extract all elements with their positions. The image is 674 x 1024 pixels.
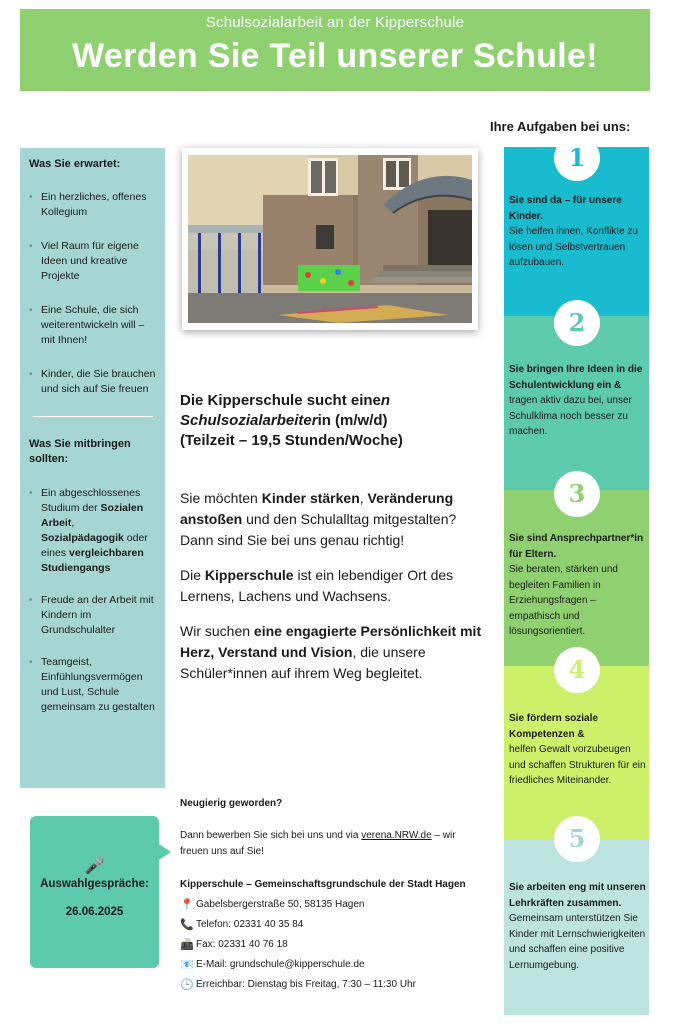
list-item: • Eine Schule, die sich weiterentwickeln will – mit Ihnen! [29,303,157,348]
phone-row [180,917,480,933]
text-span: Die [180,567,205,583]
left-info-panel [20,148,165,788]
clock-icon: 🕒 [180,979,194,991]
list-item: • Teamgeist, Einfühlungsvermögen und Lust, Schule gemeinsam zu gestalten [29,655,157,715]
task-text [509,711,647,789]
microphone-icon: 🎤 [84,858,105,875]
job-title [180,391,480,451]
intro-paragraph [180,488,485,551]
text-span: Dann bewerben Sie sich bei uns und via [180,830,362,841]
task-description: Sie beraten, stärken und begleiten Familien in Erziehungsfragen – empathisch und lösungsorientiert. [509,564,618,637]
hours-row [180,977,480,993]
job-title-italic: Schulsozialarbeiter [180,412,318,429]
bold-span: Sozialpädagogik [41,532,124,544]
intro-paragraph [180,621,485,684]
task-bold: Sie bringen Ihre Ideen in die Schulentwicklung ein & [509,364,643,391]
task-text [509,362,647,440]
job-title-text: Die Kipperschule sucht eine [180,392,381,409]
task-description: Gemeinsam unterstützen Sie Kinder mit Lernschwierigkeiten und schaffen eine positive Lernumgebung. [509,913,646,971]
task-number: 3 [554,471,600,517]
task-text [509,531,647,640]
fax-icon: 📠 [180,939,194,951]
intro-paragraph [180,565,485,607]
text-span: Wir suchen [180,623,254,639]
task-number: 1 [554,135,600,181]
email-row [180,957,480,973]
header-banner [20,9,650,91]
task-card [504,824,649,1015]
bold-span: Veränderung anstoßen [180,490,454,527]
bring-heading: Was Sie mitbringen sollten: [29,438,131,465]
list-item: • Viel Raum für eigene Ideen und kreative Projekte [29,239,157,284]
page-title: Werden Sie Teil unserer Schule! [72,37,598,75]
phone-text: Telefon: 02331 40 35 84 [196,919,304,930]
apply-link[interactable]: verena.NRW.de [361,830,432,841]
job-title-italic: n [380,392,391,409]
task-card [504,479,649,666]
phone-icon: 📞 [180,919,194,931]
hours-text: Erreichbar: Dienstag bis Freitag, 7:30 – 11:30 Uhr [196,979,416,990]
bring-list [29,486,157,715]
text-span: Sie möchten [180,490,262,506]
fax-row [180,937,480,953]
address-row [180,897,480,913]
intro-text [180,488,485,698]
task-text [509,880,647,973]
task-bold: Sie fördern soziale Kompetenzen & [509,713,598,740]
email-text: E-Mail: grundschule@kipperschule.de [196,959,365,970]
school-building-image [188,155,472,323]
task-description: helfen Gewalt vorzubeugen und schaffen Strukturen für ein friedliches Miteinander. [509,744,646,786]
task-description: tragen aktiv dazu bei, unser Schulklima noch besser zu machen. [509,395,632,437]
task-bold: Sie sind da – für unsere Kinder. [509,195,622,222]
section-divider [33,416,153,417]
bold-span: vergleichbaren Studiengangs [41,547,144,574]
interview-box [30,816,159,968]
text-span: , die unsere Schüler*innen auf ihrem Weg begleitet. [180,644,426,681]
school-photo [182,148,478,330]
interview-label: Auswahlgespräche: [40,878,149,890]
bold-span: Kinder stärken [261,490,360,506]
task-number: 4 [554,647,600,693]
header-subtitle: Schulsozialarbeit an der Kipperschule [205,14,465,31]
bold-span: eine engagierte Persönlichkeit mit Herz, Verstand und Vision [180,623,482,660]
email-icon: 📧 [180,959,194,971]
bold-span: Kipperschule [204,567,294,583]
map-pin-icon: 📍 [180,899,194,911]
interview-date: 26.06.2025 [65,906,124,918]
task-card [504,143,649,316]
text-span: Ein abgeschlossenes Studium der [41,487,141,514]
text-span: , [359,490,368,506]
text-span: und den Schulalltag mitgestalten? Dann sind Sie bei uns genau richtig! [180,511,457,548]
bold-span: Sozialen Arbeit [41,502,144,529]
contact-question: Neugierig geworden? [180,798,283,809]
text-span: , [71,517,75,529]
apply-text [180,828,480,860]
task-number: 2 [554,300,600,346]
task-text [509,193,647,271]
fax-text: Fax: 02331 40 76 18 [196,939,288,950]
list-item: • Kinder, die Sie brauchen und sich auf Sie freuen [29,367,157,397]
school-name: Kipperschule – Gemeinschaftsgrundschule der Stadt Hagen [180,879,466,890]
job-title-text: in (m/w/d) [317,412,388,429]
list-item: • Ein herzliches, offenes Kollegium [29,190,157,220]
text-span: – wir freuen uns auf Sie! [180,830,456,857]
expect-list [29,190,157,397]
text-span: ist ein lebendiger Ort des Lernens, Lachens und Wachsens. [180,567,454,604]
tasks-heading: Ihre Aufgaben bei uns: [490,119,631,134]
task-card [504,655,649,840]
text-span: oder eines [41,532,148,559]
job-hours: (Teilzeit – 19,5 Stunden/Woche) [180,432,403,449]
list-item [29,486,157,576]
address-text: Gabelsbergerstraße 50, 58135 Hagen [196,899,365,910]
expect-heading: Was Sie erwartet: [29,158,121,170]
task-card [504,308,649,490]
list-item: • Freude an der Arbeit mit Kindern im Grundschulalter [29,593,157,638]
task-bold: Sie sind Ansprechpartner*in für Eltern. [509,533,644,560]
contact-section [180,796,480,993]
task-description: Sie helfen ihnen, Konflikte zu lösen und Selbstvertrauen aufzubauen. [509,226,638,268]
task-number: 5 [554,816,600,862]
task-bold: Sie arbeiten eng mit unseren Lehrkräften zusammen. [509,882,646,909]
